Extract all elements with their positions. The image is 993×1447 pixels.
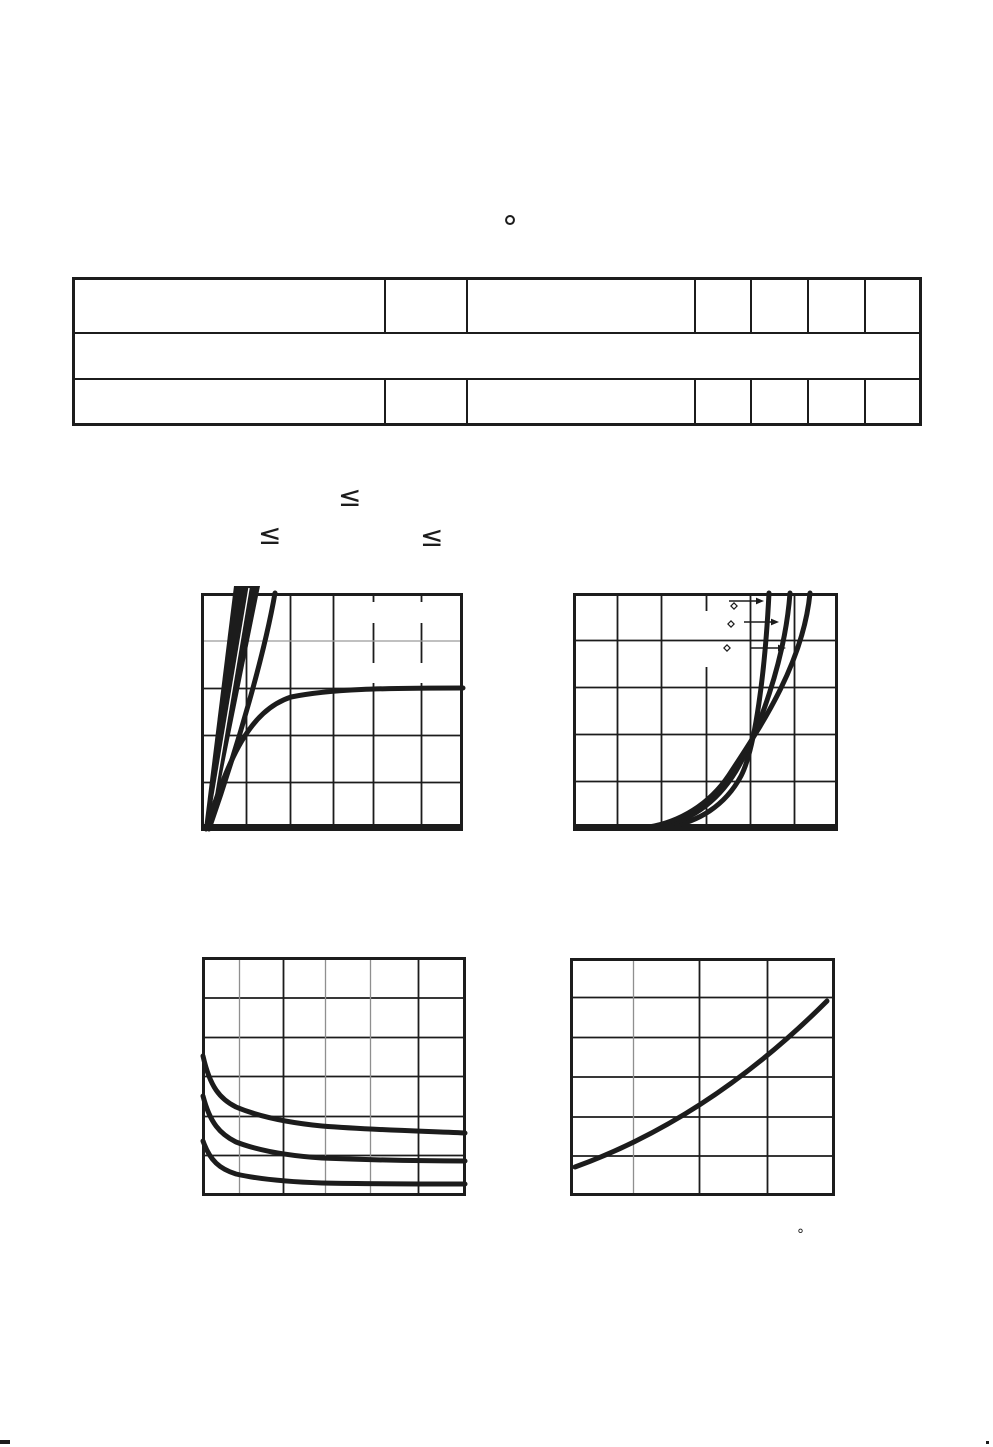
diamond-markers xyxy=(724,603,737,651)
transfer-curves xyxy=(649,593,810,827)
rising-curve xyxy=(575,1001,827,1167)
table-cell-merged xyxy=(75,334,919,378)
table-cell xyxy=(75,280,386,332)
less-equal-symbol-3: ≤ xyxy=(420,520,444,553)
table-cell xyxy=(468,380,696,423)
chart-output-characteristics xyxy=(201,593,463,831)
table-row xyxy=(75,280,919,334)
table-cell xyxy=(752,280,809,332)
table-cell xyxy=(696,380,752,423)
table-cell xyxy=(386,380,468,423)
degree-symbol-small: ° xyxy=(797,1227,804,1243)
table-cell xyxy=(866,280,919,332)
page-edge-mark xyxy=(986,1441,989,1444)
grid-line-broken xyxy=(374,593,422,831)
decay-curve-1 xyxy=(203,1056,465,1133)
x-axis-thick xyxy=(573,824,838,831)
table-cell xyxy=(809,380,866,423)
decay-curves xyxy=(203,1056,465,1184)
page-edge-mark xyxy=(0,1440,10,1444)
x-axis-thick xyxy=(201,824,463,831)
chart-border xyxy=(575,595,837,830)
less-equal-symbol-1: ≤ xyxy=(338,480,362,513)
table-cell xyxy=(75,380,386,423)
table-cell xyxy=(752,380,809,423)
chart-rising-curve xyxy=(570,958,835,1196)
table-cell xyxy=(696,280,752,332)
chart-transfer-characteristics xyxy=(573,593,838,831)
grid-lines xyxy=(570,958,835,1196)
grid-lines xyxy=(573,593,838,831)
table-cell xyxy=(386,280,468,332)
table-cell xyxy=(468,280,696,332)
table-cell xyxy=(866,380,919,423)
degree-symbol: ° xyxy=(502,209,518,247)
table-row xyxy=(75,380,919,423)
less-equal-symbol-2: ≤ xyxy=(258,518,282,551)
curve-steep-bundle xyxy=(204,586,260,829)
chart-decay-curves xyxy=(202,957,466,1196)
bundle-highlight xyxy=(209,588,249,827)
parameter-table xyxy=(72,277,922,426)
table-row xyxy=(75,334,919,380)
table-cell xyxy=(809,280,866,332)
